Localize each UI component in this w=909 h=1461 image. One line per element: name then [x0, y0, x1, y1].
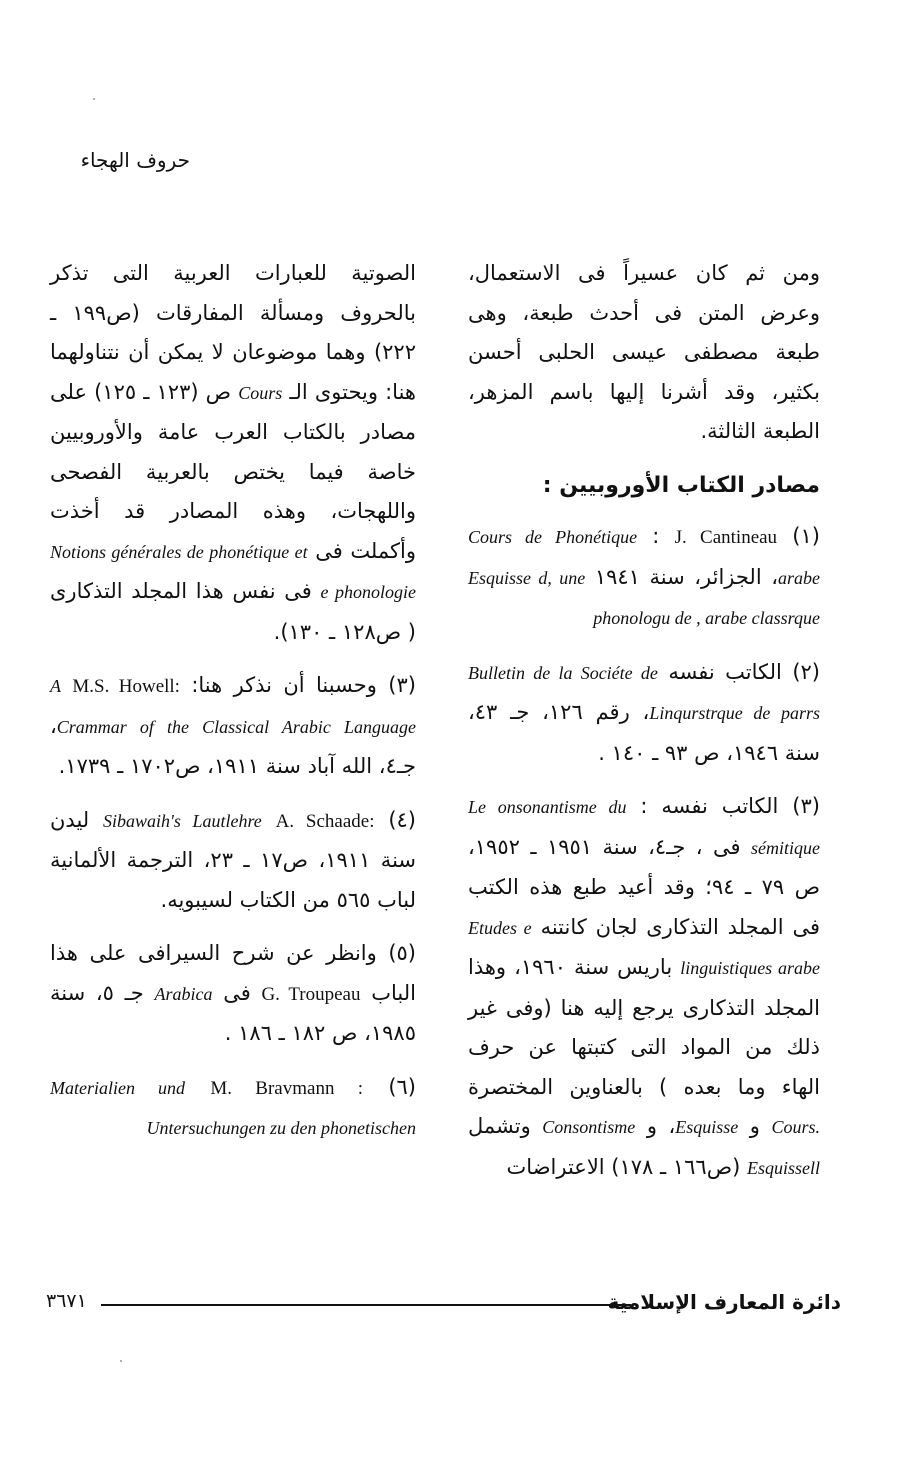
footnote-text: وانظر عن شرح السيرافى على هذا الباب [50, 941, 416, 1005]
work-title: Cours. [771, 1117, 820, 1137]
page-footer [46, 1290, 841, 1320]
body-text: ص (١٢٣ ـ ١٢٥) على مصادر بالكتاب العرب عامة والأوروبيين خاصة فيما يختص بالعربية الفصحى واللهجات، وهذه المصادر قد أخذت وأكملت فى [50, 379, 417, 563]
footnote-3: (٣) الكاتب نفسه : Le onsonantisme du sémitique فى ، جـ٤، سنة ١٩٥١ ـ ١٩٥٢، ص ٧٩ ـ ٩٤؛ وقد أعيد طبع هذه الكتب فى المجلد التذكارى لجان كانتنه Etudes e linguistiques arabe باريس سنة ١٩٦٠، وهذا المجلد التذكارى يرجع إليه هنا (وفى غير ذلك من المواد التى كتبتها عن حرف الهاء وما بعده ) بالعناوين المختصرة Cours. و Esquisse، و Consontisme وتشمل Esquissell (ص١٦٦ ـ ١٧٨) الاعتراضات [468, 794, 821, 1179]
footnote-text: و [749, 1114, 760, 1138]
author-name: G. Troupeau [261, 983, 361, 1005]
scan-speck [120, 1360, 122, 1362]
left-column [50, 254, 416, 1163]
work-title: Sibawaih's Lautlehre [102, 810, 262, 831]
footnote-number: (٣) [388, 673, 416, 697]
footnote-text: الجزائر، سنة ١٩٤١ [594, 564, 762, 589]
work-title: Consontisme [542, 1117, 636, 1137]
work-title: A Crammar of the Classical Arabic Language [50, 676, 416, 737]
footnote-3b [50, 666, 416, 787]
author-name: A. Schaade: [275, 810, 375, 832]
footnote-text: ، رقم ١٢٦، جـ ٤٣، سنة ١٩٤٦، ص ٩٣ ـ ١٤٠ . [468, 700, 820, 765]
footnote-text: الكاتب نفسه [668, 659, 782, 684]
work-title: Notions générales de phonétique et e phonologie [50, 541, 417, 602]
work-title: Esquisse [675, 1117, 739, 1137]
body-text: فى نفس هذا المجلد التذكارى ( ص١٢٨ ـ ١٣٠). [50, 579, 416, 644]
right-column [468, 254, 820, 1202]
footnote-number: (٦) [388, 1074, 416, 1099]
section-heading: مصادر الكتاب الأوروبيين : [542, 472, 820, 498]
author-name: M. Bravmann : [210, 1077, 364, 1099]
footnote-1: (١) J. Cantineau : Cours de Phonétique arabe، الجزائر، سنة ١٩٤١ Esquisse d, une phonologu de , arabe classrque [468, 524, 820, 628]
footnote-text: (ص١٦٦ ـ ١٧٨) الاعتراضات [506, 1154, 741, 1179]
work-title: Cours de Phonétique arabe [468, 527, 820, 588]
running-head: حروف الهجاء [80, 148, 190, 172]
footnote-number: (٢) [792, 659, 820, 684]
footnote-text: ليدن سنة ١٩١١، ص١٧ ـ ٢٣، الترجمة الألمانية لباب ٥٦٥ من الكتاب لسيبويه. [50, 807, 417, 912]
footnote-text: فى [223, 980, 251, 1005]
footnote-6 [50, 1068, 416, 1149]
work-title: Etudes e linguistiques arabe [468, 917, 821, 978]
footnote-text: وتشمل [468, 1114, 531, 1138]
work-title: Bulletin de la Sociéte de Linqurstrque de parrs [468, 662, 820, 723]
footnote-4 [50, 801, 416, 921]
footnote-text: الكاتب نفسه : [640, 794, 779, 818]
footnote-text: ، جـ٤، الله آباد سنة ١٩١١، ص١٧٠٢ ـ ١٧٣٩. [50, 713, 416, 778]
work-title: Esquissell [746, 1157, 820, 1178]
author-name: M.S. Howell: [72, 676, 180, 697]
footnote-number: (٤) [388, 807, 416, 832]
journal-title: دائرة المعارف الإسلامية [607, 1290, 841, 1314]
work-title: Le onsonantisme du sémitique [468, 797, 820, 858]
page-number: ٣٦٧١ [46, 1290, 87, 1312]
footnote-number: (١) [792, 524, 820, 548]
footnote-5 [50, 934, 416, 1054]
footnote-text: جـ ٥، سنة ١٩٨٥، ص ١٨٢ ـ ١٨٦ . [50, 980, 416, 1045]
footnote-text: و [646, 1114, 657, 1138]
footnote-text: باريس سنة ١٩٦٠، وهذا المجلد التذكارى يرجع إليه هنا (وفى غير ذلك من المواد التى كتبتها عن حرف الهاء وما بعده ) بالعناوين المختصرة [468, 955, 820, 1099]
footnote-text: فى ، جـ٤، سنة ١٩٥١ ـ ١٩٥٢، ص ٧٩ ـ ٩٤؛ وقد أعيد طبع هذه الكتب فى المجلد التذكارى لجان كانتنه [468, 834, 820, 939]
scan-speck [93, 98, 95, 100]
work-title: Arabica [154, 983, 213, 1004]
intro-paragraph: ومن ثم كان عسيراً فى الاستعمال، وعرض المتن فى أحدث طبعة، وهى طبعة مصطفى عيسى الحلبى أحسن بكثير، وقد أشرنا إليها باسم المزهر، الطبعة الثالثة. [468, 261, 820, 443]
work-title: Cours [238, 382, 283, 403]
footnote-2 [468, 653, 820, 774]
continued-paragraph [50, 254, 416, 652]
body-text: الصوتية للعبارات العربية التى تذكر بالحروف ومسألة المفارقات (ص١٩٩ ـ ٢٢٢) وهما موضوعان لا يمكن أن نتناولهما هنا: ويحتوى الـ [50, 261, 416, 404]
footnote-number: (٥) [388, 941, 416, 965]
work-title: Materialien und Untersuchungen zu den phonetischen [50, 1077, 416, 1138]
footnote-text: وحسبنا أن نذكر هنا: [191, 673, 377, 697]
author-name: J. Cantineau [674, 527, 778, 548]
footer-rule [101, 1304, 631, 1306]
work-title: Esquisse d, une phonologu de , arabe classrque [468, 567, 820, 628]
footnote-number: (٣) [792, 794, 820, 818]
